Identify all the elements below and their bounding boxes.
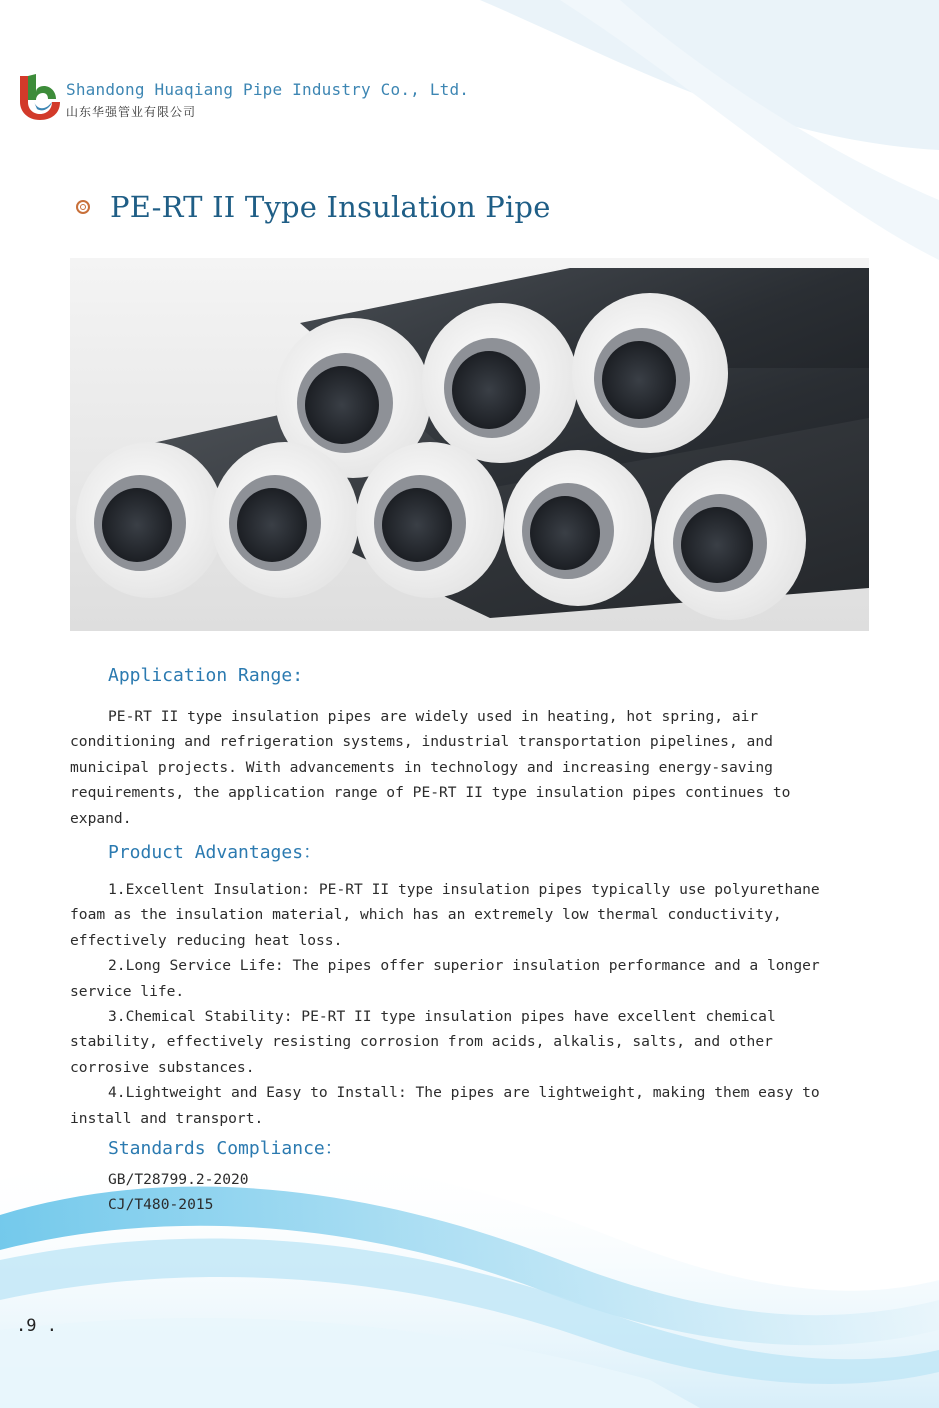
advantage-item-service-life: 2.Long Service Life: The pipes offer superior insulation performance and a longer service life. — [70, 957, 820, 1000]
advantage-item-lightweight: 4.Lightweight and Easy to Install: The pipes are lightweight, making them easy to install and transport. — [70, 1084, 820, 1127]
double-circle-bullet-icon — [76, 200, 90, 214]
advantage-item-chemical-stability: 3.Chemical Stability: PE-RT II type insulation pipes have excellent chemical stability, effectively resisting corrosion from acids, alkalis, salts, and other corrosive substances. — [70, 1008, 776, 1076]
application-range-heading: Application Range: — [108, 665, 304, 686]
standard-item: GB/T28799.2-2020 — [108, 1171, 249, 1188]
standards-compliance-heading: Standards Compliance： — [108, 1138, 343, 1159]
product-advantages-heading: Product Advantages： — [108, 842, 322, 863]
page-number: .9 . — [16, 1316, 57, 1336]
title-row — [76, 190, 551, 224]
application-range-text: PE-RT II type insulation pipes are widely used in heating, hot spring, air conditioning and refrigeration systems, industrial transportation pipelines, and municipal projects. With advancements in technology and increasing energy-saving requirements, the application range of PE-RT II type insulation pipes continues to expand. — [70, 708, 791, 827]
standards-list — [108, 1167, 249, 1218]
company-name-english: Shandong Huaqiang Pipe Industry Co., Ltd. — [66, 80, 470, 99]
page-title: PE-RT II Type Insulation Pipe — [110, 190, 551, 224]
huaqiang-logo-icon — [16, 72, 60, 120]
standard-item: CJ/T480-2015 — [108, 1196, 214, 1214]
advantage-item-insulation: 1.Excellent Insulation: PE-RT II type insulation pipes typically use polyurethane foam as the insulation material, which has an extremely low thermal conductivity, effectively reducing heat loss. — [70, 881, 820, 949]
product-advantages-list — [70, 877, 848, 1131]
company-name-chinese: 山东华强管业有限公司 — [66, 105, 197, 119]
insulated-pipes-photo — [70, 258, 869, 631]
